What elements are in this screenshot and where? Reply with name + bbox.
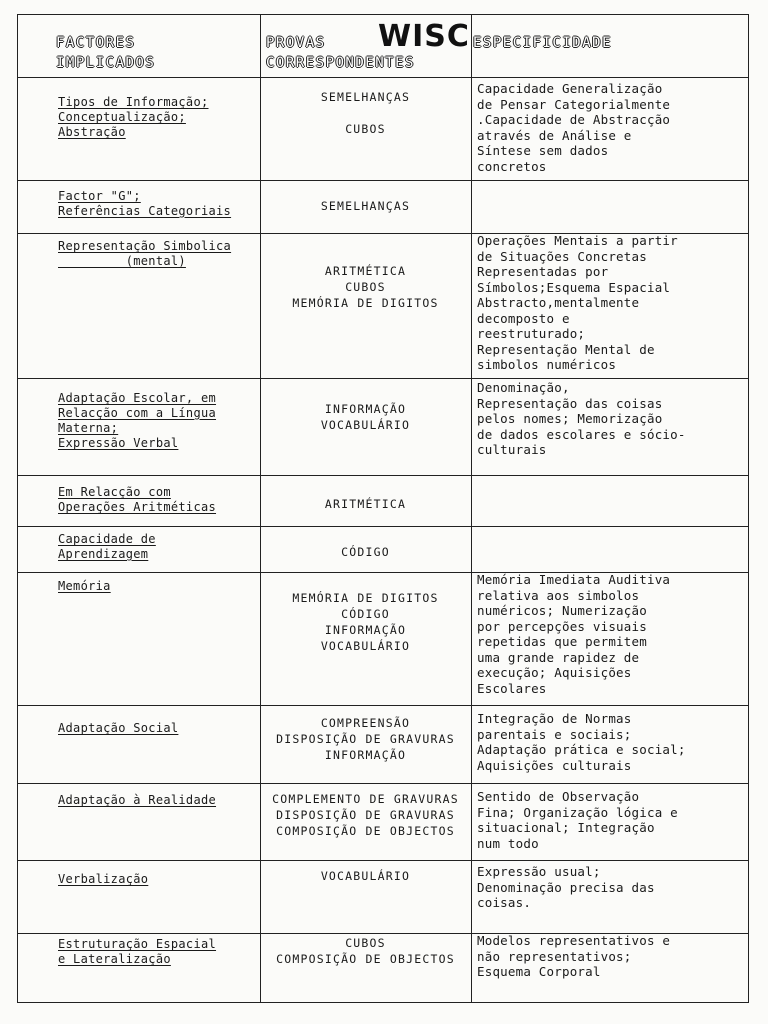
document-title: WISC [378, 19, 470, 54]
provas-cell [260, 715, 471, 763]
prova-text: MEMÓRIA DE DIGITOS [292, 296, 439, 310]
factor-cell [58, 532, 258, 562]
prova-text: CUBOS [345, 280, 386, 294]
provas-cell [260, 263, 471, 311]
prova-text: COMPOSIÇÃO DE OBJECTOS [276, 824, 455, 838]
especificidade-cell [477, 789, 748, 851]
factor-cell [58, 793, 258, 808]
especificidade-text: Abstracto,mentalmente [477, 295, 640, 310]
factor-text: Memória [58, 579, 111, 593]
especificidade-text: de Situações Concretas [477, 248, 647, 264]
factor-text: Aprendizagem [58, 547, 149, 561]
factor-text: Estruturação Espacial [58, 937, 217, 951]
factor-text: Capacidade de [58, 532, 156, 546]
column-divider [471, 15, 472, 1002]
especificidade-text: de dados escolares e sócio- [477, 426, 686, 442]
especificidade-text: Representadas por [477, 264, 609, 279]
especificidade-text: concretos [477, 158, 547, 174]
especificidade-cell [477, 233, 748, 373]
prova-text: INFORMAÇÃO [324, 748, 407, 762]
especificidade-text: Denominação, [477, 380, 570, 395]
factor-text: Operações Aritméticas [58, 500, 217, 514]
especificidade-text: por percepções visuais [477, 618, 647, 634]
factor-text: Relacção com a Língua [58, 406, 217, 420]
factor-cell [58, 189, 258, 219]
header-line: CORRESPONDENTES [266, 55, 415, 71]
especificidade-text: Operações Mentais a partir [477, 233, 678, 248]
especificidade-text: Denominação precisa das [477, 879, 655, 895]
prova-text: INFORMAÇÃO [324, 623, 407, 637]
prova-text: CUBOS [345, 936, 386, 950]
factor-cell [58, 937, 258, 967]
header-line: IMPLICADOS [56, 55, 156, 71]
factor-text: (mental) [58, 254, 186, 268]
prova-text: CUBOS [345, 122, 386, 136]
especificidade-cell [477, 864, 748, 911]
factor-cell [58, 872, 258, 887]
row-divider [18, 77, 748, 78]
factor-cell [58, 579, 258, 594]
especificidade-cell [477, 711, 748, 773]
especificidade-cell [477, 572, 748, 696]
factor-text: Adaptação Social [58, 721, 179, 735]
row-divider [18, 705, 748, 706]
prova-text: COMPLEMENTO DE GRAVURAS [272, 792, 459, 806]
row-divider [18, 860, 748, 861]
provas-cell [260, 868, 471, 884]
especificidade-text: Símbolos;Esquema Espacial [477, 279, 671, 295]
prova-text: CÓDIGO [341, 607, 390, 621]
factor-text: Tipos de Informação; [58, 95, 209, 109]
factor-text: Expressão Verbal [58, 436, 179, 450]
prova-text [260, 105, 471, 121]
factor-text: Verbalização [58, 872, 149, 886]
prova-text: DISPOSIÇÃO DE GRAVURAS [276, 808, 455, 822]
especificidade-text: parentais e sociais; [477, 726, 632, 742]
row-divider [18, 783, 748, 784]
especificidade-text: Fina; Organização lógica e [477, 804, 678, 820]
factor-text: Adaptação à Realidade [58, 793, 217, 807]
row-divider [18, 378, 748, 379]
prova-text: ARITMÉTICA [324, 497, 407, 511]
especificidade-text: situacional; Integração [477, 820, 655, 835]
especificidade-text: num todo [477, 835, 539, 851]
wisc-table [17, 14, 749, 1003]
especificidade-text: Sentido de Observação [477, 789, 640, 804]
factor-text: Referências Categoriais [58, 204, 232, 218]
factor-text: Factor "G"; [58, 189, 141, 203]
factor-text: Representação Simbolica [58, 239, 232, 253]
especificidade-text: simbolos numéricos [477, 357, 617, 372]
especificidade-text: de Pensar Categorialmente [477, 96, 671, 112]
provas-cell [260, 590, 471, 654]
factor-cell [58, 95, 258, 140]
especificidade-text: Representação das coisas [477, 395, 663, 411]
especificidade-text: Esquema Corporal [477, 964, 601, 979]
factor-cell [58, 485, 258, 515]
especificidade-cell [477, 81, 748, 174]
factor-text: e Lateralização [58, 952, 171, 966]
prova-text: CÓDIGO [341, 545, 390, 559]
especificidade-text: numéricos; Numerização [477, 603, 647, 618]
especificidade-text: Aquisições culturais [477, 757, 632, 773]
prova-text: MEMÓRIA DE DIGITOS [292, 591, 439, 605]
especificidade-text: Representação Mental de [477, 341, 655, 357]
especificidade-text: decomposto e [477, 310, 570, 326]
factor-text: Abstração [58, 125, 126, 139]
especificidade-cell [477, 380, 748, 458]
prova-text: VOCABULÁRIO [320, 639, 411, 653]
factor-text: Adaptação Escolar, em [58, 391, 217, 405]
especificidade-text: relativa aos simbolos [477, 587, 640, 603]
factor-text: Conceptualização; [58, 110, 186, 124]
header-col1 [56, 33, 155, 73]
especificidade-text: execução; Aquisições [477, 665, 632, 680]
especificidade-text: Síntese sem dados [477, 143, 609, 158]
header-col3 [473, 33, 612, 53]
especificidade-text: Memória Imediata Auditiva [477, 572, 671, 587]
especificidade-text: reestruturado; [477, 326, 586, 341]
prova-text: INFORMAÇÃO [324, 402, 407, 416]
header-line: FACTORES [56, 35, 136, 51]
prova-text: COMPOSIÇÃO DE OBJECTOS [276, 952, 455, 966]
especificidade-text: Expressão usual; [477, 864, 601, 879]
header-col2 [266, 33, 415, 73]
factor-text: Materna; [58, 421, 119, 435]
prova-text: VOCABULÁRIO [320, 869, 411, 883]
especificidade-text: não representativos; [477, 948, 632, 964]
prova-text: SEMELHANÇAS [320, 199, 411, 213]
prova-text: COMPREENSÃO [320, 716, 411, 730]
prova-text: DISPOSIÇÃO DE GRAVURAS [276, 732, 455, 746]
factor-cell [58, 239, 258, 269]
especificidade-text: Escolares [477, 680, 547, 696]
header-line: PROVAS [266, 35, 326, 51]
row-divider [18, 526, 748, 527]
factor-cell [58, 391, 258, 451]
header-line: ESPECIFICIDADE [473, 35, 613, 51]
provas-cell [260, 791, 471, 839]
prova-text: VOCABULÁRIO [320, 418, 411, 432]
especificidade-text: Integração de Normas [477, 711, 632, 726]
especificidade-text: através de Análise e [477, 127, 632, 143]
especificidade-text: Adaptação prática e social; [477, 742, 686, 757]
especificidade-text: pelos nomes; Memorização [477, 411, 663, 426]
provas-cell [260, 544, 471, 560]
provas-cell [260, 496, 471, 512]
row-divider [18, 180, 748, 181]
especificidade-text: .Capacidade de Abstracção [477, 112, 671, 127]
especificidade-text: coisas. [477, 895, 532, 910]
prova-text: ARITMÉTICA [324, 264, 407, 278]
row-divider [18, 475, 748, 476]
prova-text: SEMELHANÇAS [320, 90, 411, 104]
especificidade-text: repetidas que permitem [477, 634, 647, 649]
provas-cell [260, 935, 471, 967]
provas-cell [260, 401, 471, 433]
provas-cell [260, 89, 471, 137]
factor-cell [58, 721, 258, 736]
especificidade-text: Modelos representativos e [477, 933, 671, 948]
especificidade-text: Capacidade Generalização [477, 81, 663, 96]
especificidade-text: uma grande rapidez de [477, 649, 640, 665]
especificidade-cell [477, 933, 748, 980]
factor-text: Em Relacção com [58, 485, 171, 499]
especificidade-text: culturais [477, 442, 547, 457]
provas-cell [260, 198, 471, 214]
